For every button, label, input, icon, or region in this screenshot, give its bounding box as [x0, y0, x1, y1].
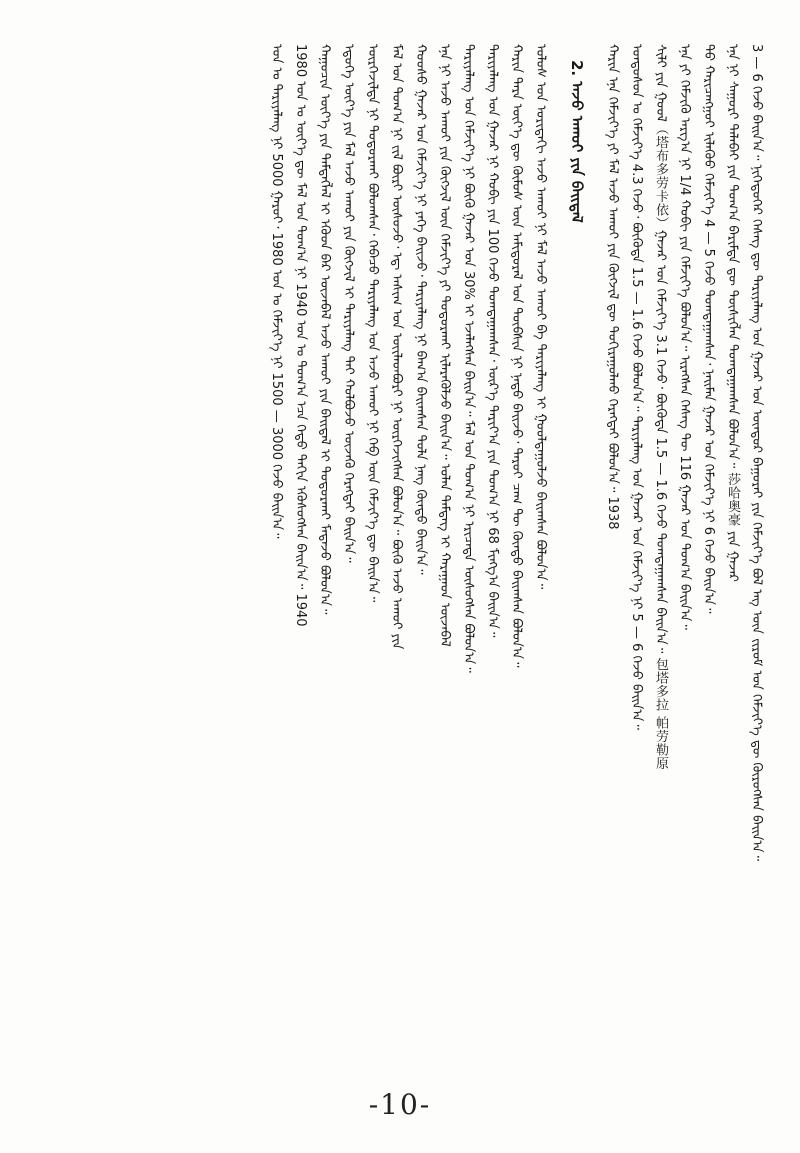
text-column: ᠬᠠᠷᠢᠨ ᠡᠨᠡ ᠬᠡᠮᠵᠢᠶ᠎ᠡ ᠶᠢ ᠮᠠᠯ ᠠᠵᠤ ᠠᠬᠤᠢ ᠶᠢᠨ ᠬᠥᠭᠵᠢᠯ ᠳᠦ ᠲᠣᠬᠢᠷᠠᠭᠤᠯᠬᠤ ᠬᠡᠷᠡᠭᠲᠡᠢ ᠪᠣᠯᠤᠨ᠎ᠠ᠃ 1938: [605, 44, 620, 530]
section-heading: 2. ᠠᠵᠤ ᠠᠬᠤᠢ ᠶᠢᠨ ᠪᠠᠢᠳᠠᠯ: [568, 60, 586, 223]
text-column: ᠡᠳᠦᠭᠡ ᠦᠶ᠎ᠡ ᠶᠢᠨ ᠮᠠᠯ ᠠᠵᠤ ᠠᠬᠤᠢ ᠶᠢᠨ ᠬᠥᠭᠵᠢᠯ ᠢ ᠲᠠᠷᠢᠶᠠᠯᠠᠩ ᠲᠠᠢ ᠬᠣᠯᠪᠣᠵᠤ ᠦᠵᠡᠬᠦ ᠬᠡᠷᠡᠭᠲᠡᠢ ᠪᠠᠢᠨ᠎ᠠ᠃: [341, 44, 356, 563]
text-column: ᠡᠨᠡ ᠨᠢ ᠠᠵᠤ ᠠᠬᠤᠢ ᠶᠢᠨ ᠬᠥᠭᠵᠢᠯ ᠦᠨ ᠬᠡᠮᠵᠢᠶ᠎ᠡ ᠶᠢ ᠲᠣᠳᠤᠷᠬᠠᠢ ᠢᠯᠡᠷᠡᠭᠦᠯᠵᠦ ᠪᠠᠢᠨ᠎ᠠ᠃ ᠣᠯᠠᠨ ᠲᠡᠮᠳᠡᠭ ᠢ ᠬᠠᠷᠠᠭᠠᠳ ᠦᠵᠡᠪᠡᠯ: [437, 44, 452, 647]
text-column: 1980 ᠣᠨ ᠤ ᠦᠶ᠎ᠡ ᠳᠦ ᠮᠠᠯ ᠤᠨ ᠲᠣᠭ᠎ᠠ ᠨᠢ 1940 ᠣᠨ ᠤ ᠲᠣᠭ᠎ᠠ ᠡᠴᠡ ᠬᠡᠳᠦ ᠳᠠᠬᠢᠨ ᠡᠭᠦᠰᠦᠭᠰᠡᠨ ᠪᠠᠢᠨ᠎ᠠ᠃ 1940: [293, 44, 308, 627]
text-column: ᠬᠣᠣᠰᠤ ᠭᠠᠵᠠᠷ ᠤᠨ ᠬᠡᠮᠵᠢᠶ᠎ᠡ ᠨᠢ ᠶᠡᠬᠡ ᠪᠠᠢᠵᠤ᠂ ᠲᠠᠷᠢᠶᠠᠯᠠᠩ ᠨᠢ ᠪᠠᠭ᠎ᠠ ᠪᠠᠢᠭᠰᠠᠨ ᠲᠤᠯᠠ ᠨᠡᠩ ᠬᠦᠨᠳᠦ ᠪᠠᠢᠨ᠎ᠠ᠃: [413, 44, 428, 575]
text-column: ᠡᠨᠡ ᠨᠢ ᠰᠠᠭᠤᠷᠢ ᠲᠠᠯᠠᠪᠠᠢ ᠶᠢᠨ ᠲᠣᠭ᠎ᠠ ᠪᠠᠷᠢᠮᠲᠠ ᠳᠦ ᠲᠦᠰᠢᠭᠯᠡᠨ ᠲᠣᠭᠲᠠᠭᠠᠭᠰᠠᠨ ᠪᠣᠯᠤᠨ᠎ᠠ᠃ 莎哈奥豪 ᠶᠢᠨ ᠭᠠᠵᠠᠷ: [725, 44, 740, 582]
text-column: 3 — 6 ᠭᠡᠵᠦ ᠪᠠᠢᠨ᠎ᠠ᠃ ᠨᠢᠭᠡᠳᠦᠭᠡᠷ ᠬᠡᠰᠡᠭ ᠳᠦ ᠲᠠᠷᠢᠶᠠᠯᠠᠩ ᠤᠨ ᠭᠠᠵᠠᠷ ᠤᠨ ᠦᠨᠳᠦᠷ ᠪᠠᠭᠤᠷᠠᠢ ᠶᠢᠨ ᠬᠡᠮᠵᠢᠶ᠎ᠡ ᠪᠣᠯ ᠡᠩ ᠦᠨ ᠵᠢᠷᠤᠮ ᠤᠨ ᠬᠡᠮᠵᠢᠶ᠎ᠡ ᠳᠦ ᠬᠦᠷᠦᠭᠰᠡᠨ ᠪᠠᠢᠨ᠎ᠠ᠃: [749, 44, 764, 862]
text-column: ᠲᠠᠷᠢᠶᠠᠯᠠᠩ ᠤᠨ ᠭᠠᠵᠠᠷ ᠨᠢ ᠬᠤᠪᠢ ᠶᠢᠨ 100 ᠭᠡᠵᠦ ᠲᠣᠭᠲᠠᠭᠠᠭᠰᠠᠨ᠂ ᠦᠷ᠎ᠡ ᠲᠠᠷᠢᠶ᠎ᠠ ᠶᠢᠨ ᠲᠣᠭ᠎ᠠ ᠨᠢ 68 ᠮᠢᠩᠭ᠎ᠠ ᠪᠠᠢᠨ᠎ᠠ᠃: [485, 44, 500, 638]
text-column: ᠬᠠᠷᠢᠨ ᠲᠡᠷᠡ ᠦᠶ᠎ᠡ ᠳᠦ ᠬᠦᠮᠦᠰ ᠦᠨ ᠠᠮᠢᠳᠤᠷᠠᠯ ᠤᠨ ᠲᠦᠪᠰᠢᠨ ᠨᠢ ᠨᠠᠳᠤ ᠪᠠᠢᠵᠤ᠂ ᠳᠠᠷᠤᠢ ᠴᠠᠭ ᠲᠦ ᠬᠦᠨᠳᠦ ᠪᠠᠢᠭᠰᠠᠨ ᠪᠣᠯᠤᠨ᠎ᠠ᠃: [509, 44, 524, 668]
text-column: ᠤᠯᠤᠰ ᠤᠨ ᠤᠷᠢᠳᠠᠬᠢ ᠠᠵᠤ ᠠᠬᠤᠢ ᠨᠢ ᠮᠠᠯ ᠠᠵᠤ ᠠᠬᠤᠢ ᠪᠠ ᠲᠠᠷᠢᠶᠠᠯᠠᠩ ᠢ ᠭᠣᠣᠯᠳᠠᠭᠤᠯᠵᠤ ᠪᠠᠢᠭᠰᠠᠨ ᠪᠣᠯᠤᠨ᠎ᠠ᠃: [533, 44, 548, 590]
text-column: ᠡᠨᠡ ᠶᠢ ᠬᠡᠮᠵᠢᠬᠦ ᠠᠷᠭ᠎ᠠ ᠨᠢ 1/4 ᠬᠤᠪᠢ ᠶᠢᠨ ᠬᠡᠮᠵᠢᠶ᠎ᠡ ᠪᠣᠯᠤᠨ᠎ᠠ᠃ ᠢᠷᠡᠭᠰᠡᠨ ᠬᠡᠰᠡᠭ ᠲᠦ 116 ᠭᠠᠵᠠᠷ ᠤᠨ ᠲᠣᠭ᠎ᠠ ᠪᠠᠢᠨ᠎ᠠ᠃: [677, 44, 692, 630]
text-column: ᠬᠠᠭᠤᠴᠢᠨ ᠦᠶ᠎ᠡ ᠶᠢᠨ ᠲᠡᠮᠳᠡᠭᠯᠡᠯ ᠢ ᠡᠭᠦᠳ ᠪᠠᠷ ᠦᠵᠡᠪᠡᠯ ᠠᠵᠤ ᠠᠬᠤᠢ ᠶᠢᠨ ᠪᠠᠢᠳᠠᠯ ᠢ ᠲᠣᠳᠤᠷᠬᠠᠢ ᠮᠡᠳᠡᠵᠦ ᠪᠣᠯᠤᠨ᠎ᠠ᠃: [317, 44, 332, 615]
text-column: ᠲᠠᠷᠢᠶᠠᠯᠠᠩ ᠤᠨ ᠬᠡᠮᠵᠢᠶ᠎ᠡ ᠨᠢ ᠪᠦᠬᠦ ᠭᠠᠵᠠᠷ ᠤᠨ 30% ᠢ ᠡᠵᠡᠯᠡᠭᠰᠡᠨ ᠪᠠᠢᠨ᠎ᠠ᠃ ᠮᠠᠯ ᠤᠨ ᠲᠣᠭ᠎ᠠ ᠨᠢ ᠡᠷᠢᠴᠡᠳᠡ ᠦᠰᠦᠭᠰᠡᠨ ᠪᠣᠯᠤᠨ᠎ᠠ᠃: [461, 44, 476, 673]
text-column: ᠤᠨᠳᠤᠰᠤᠨ ᠤ ᠬᠡᠮᠵᠢᠶ᠎ᠡ 4.3 ᠭᠡᠵᠦ᠂ ᠪᠦᠭᠦᠳᠡ 1.5 — 1.6 ᠭᠡᠵᠦ ᠪᠣᠯᠤᠨ᠎ᠠ᠃ ᠲᠠᠷᠢᠶᠠᠯᠠᠩ ᠤᠨ ᠭᠠᠵᠠᠷ ᠤᠨ ᠬᠡᠮᠵᠢᠶ᠎ᠡ ᠨᠢ 5 — 6 ᠭᠡᠵᠦ ᠪᠠᠢᠨ᠎ᠠ᠃: [629, 44, 644, 730]
text-column: ᠥᠷᠭᠡᠵᠢᠯᠲᠡ ᠨᠢ ᠲᠣᠳᠤᠷᠬᠠᠢ ᠪᠣᠯᠤᠭᠰᠠᠨ᠂ ᠭᠡᠪᠡᠴᠦ ᠲᠠᠷᠢᠶᠠᠯᠠᠩ ᠤᠨ ᠠᠵᠤ ᠠᠬᠤᠢ ᠨᠢ ᠬᠡᠪ ᠦᠨ ᠬᠡᠮᠵᠢᠶ᠎ᠡ ᠳᠦ ᠪᠠᠢᠨ᠎ᠠ᠃: [365, 44, 380, 603]
text-column: ᠣᠨ ᠤ ᠲᠠᠷᠢᠶᠠᠯᠠᠩ ᠨᠢ 5000 ᠭᠠᠷᠤᠢ᠂ 1980 ᠣᠨ ᠤ ᠬᠡᠮᠵᠢᠶ᠎ᠡ ᠨᠢ 1500 — 3000 ᠭᠡᠵᠦ ᠪᠠᠢᠨ᠎ᠠ᠃: [269, 44, 284, 539]
page-number: -10-: [368, 1088, 432, 1121]
text-column: ᠮᠠᠯ ᠤᠨ ᠲᠣᠭ᠎ᠠ ᠨᠢ ᠵᠢᠯ ᠪᠦᠷᠢ ᠥᠰᠥᠵᠦ᠂ ᠡᠳ᠋ ᠠᠰᠢᠭ ᠤᠨ ᠦᠢᠯᠡᠳᠪᠦᠷᠢ ᠨᠢ ᠥᠷᠭᠡᠵᠢᠭᠰᠡᠨ ᠪᠣᠯᠤᠨ᠎ᠠ᠃ ᠪᠦᠬᠦ ᠠᠵᠤ ᠠᠬᠤᠢ ᠶᠢᠨ: [389, 44, 404, 650]
text-column: ᠰᠢᠯᠢ ᠶᠢᠨ ᠭᠣᠣᠯ（塔布多劳卡依）ᠭᠠᠵᠠᠷ ᠤᠨ ᠬᠡᠮᠵᠢᠶ᠎ᠡ 3.1 ᠭᠡᠵᠦ᠂ ᠪᠦᠭᠦᠳᠡ 1.5 — 1.6 ᠭᠡᠵᠦ ᠲᠣᠭᠲᠠᠭᠠᠭᠰᠠᠨ ᠪᠠᠢᠨ᠎ᠠ᠃ 包塔多拉 帕劳勒原: [653, 44, 668, 771]
text-column: ᠲᠤ᠌ ᠬᠠᠷᠢᠴᠠᠩᠭᠤᠢ ᠢᠯᠡᠭᠦᠦ ᠬᠡᠮᠵᠢᠶ᠎ᠡ 4 — 5 ᠭᠡᠵᠦ ᠲᠣᠭᠲᠠᠭᠠᠭᠰᠠᠨ᠂ ᠨᠠᠢᠮᠠᠨ ᠭᠠᠵᠠᠷ ᠤᠨ ᠬᠡᠮᠵᠢᠶ᠎ᠡ ᠨᠢ 6 ᠭᠡᠵᠦ ᠪᠠᠢᠨ᠎ᠠ᠃: [701, 44, 716, 614]
